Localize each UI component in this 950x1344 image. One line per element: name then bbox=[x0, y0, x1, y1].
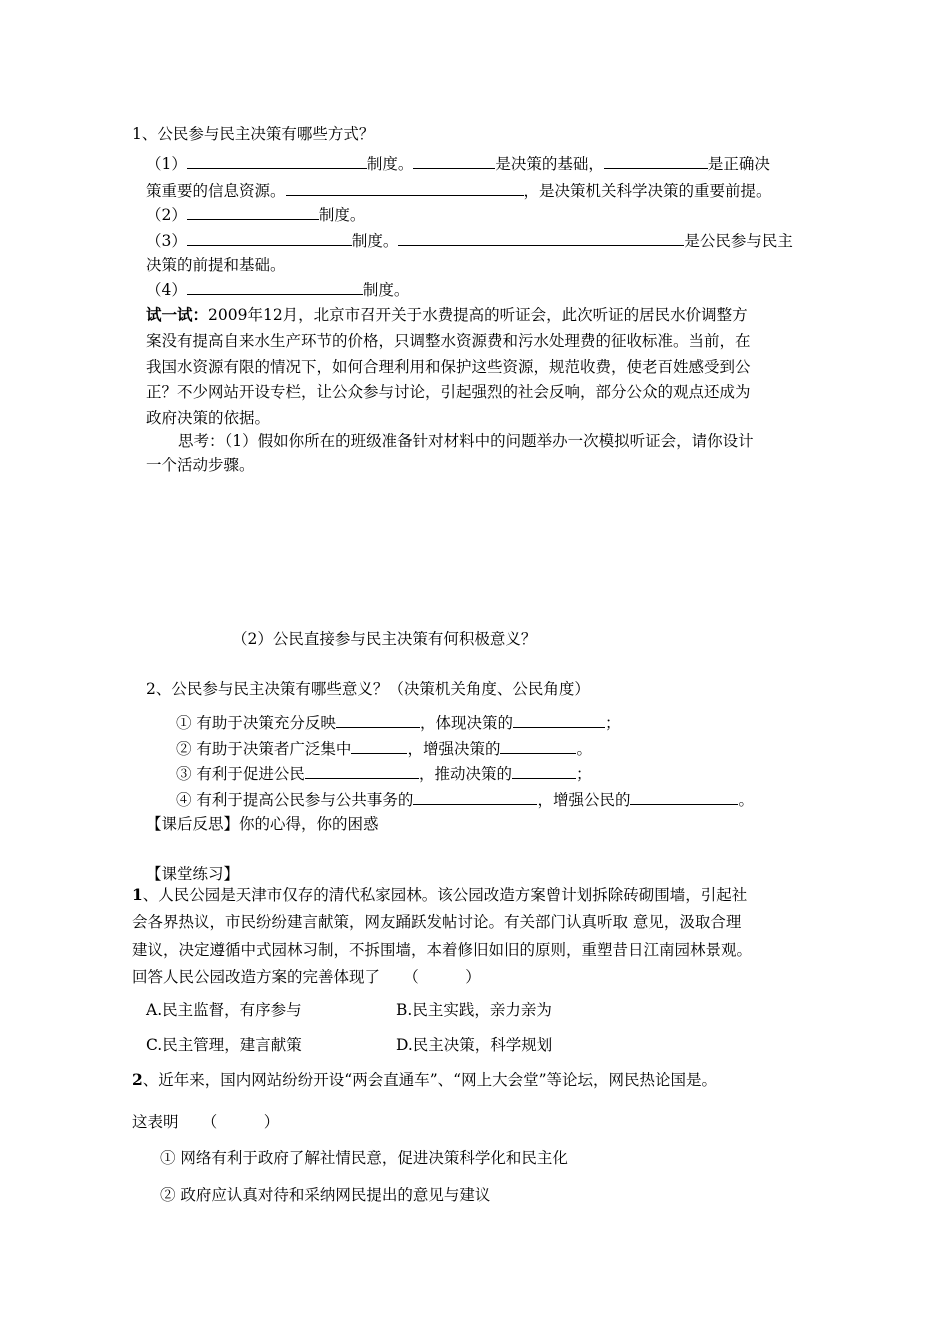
q2-i1-end: ； bbox=[604, 714, 621, 732]
statement-2: ② 政府应认真对待和采纳网民提出的意见与建议 bbox=[160, 1186, 491, 1204]
practice-q1-line-3: 建议，决定遵循中式园林习制，不拆围墙，本着修旧如旧的原则，重塑昔日江南园林景观。 bbox=[132, 941, 753, 959]
tryit-line-3: 我国水资源有限的情况下，如何合理利用和保护这些资源，规范收费，使老百姓感受到公 bbox=[146, 358, 751, 376]
q1-l1-text: 制度。 bbox=[366, 155, 414, 173]
practice-q2-line-2: 这表明 （ ） bbox=[132, 1113, 280, 1131]
think-line-3: （2）公民直接参与民主决策有何积极意义？ bbox=[232, 630, 537, 648]
q1-l4-prefix: （3） bbox=[146, 232, 187, 250]
q1-l1-prefix: （1） bbox=[146, 155, 187, 173]
q2-item-1 bbox=[176, 713, 620, 733]
tryit-label: 试一试： bbox=[146, 305, 209, 324]
q1-l1-text2: 是决策的基础， bbox=[495, 155, 604, 173]
q1-l4-text: 制度。 bbox=[351, 232, 399, 250]
blank[interactable] bbox=[413, 154, 495, 169]
q1-l2-text: 策重要的信息资源。 bbox=[146, 182, 286, 200]
q1-l4-text2: 是公民参与民主 bbox=[684, 232, 793, 250]
q1-line-1 bbox=[146, 154, 770, 174]
tryit-text: 2009年12月，北京市召开关于水费提高的听证会，此次听证的居民水价调整方 bbox=[208, 306, 748, 324]
practice-q1-line-2: 会各界热议，市民纷纷建言献策，网友踊跃发帖讨论。有关部门认真听取 意见，汲取合理 bbox=[132, 913, 742, 931]
question-1-title: 1、公民参与民主决策有哪些方式？ bbox=[132, 125, 375, 143]
q1-l3-text: 制度。 bbox=[318, 206, 366, 224]
blank[interactable] bbox=[305, 764, 419, 779]
blank[interactable] bbox=[187, 231, 352, 246]
q2-i4-text: ④ 有利于提高公民参与公共事务的 bbox=[176, 791, 414, 809]
q1-l6-text: 制度。 bbox=[362, 281, 410, 299]
blank[interactable] bbox=[398, 231, 684, 246]
q2-i2-end: 。 bbox=[576, 740, 592, 758]
practice-q1-line-4: 回答人民公园改造方案的完善体现了 （ ） bbox=[132, 968, 481, 986]
tryit-line-1 bbox=[146, 305, 748, 325]
q1-line-6 bbox=[146, 280, 409, 300]
q2-item-3 bbox=[176, 764, 591, 784]
blank[interactable] bbox=[630, 790, 738, 805]
practice-q1-line-1 bbox=[132, 885, 747, 905]
q1-l3-prefix: （2） bbox=[146, 206, 187, 224]
blank[interactable] bbox=[500, 739, 576, 754]
blank[interactable] bbox=[604, 154, 708, 169]
practice-q2-text: 、近年来，国内网站纷纷开设“两会直通车”、“网上大会堂”等论坛，网民热论国是。 bbox=[142, 1071, 717, 1089]
tryit-line-2: 案没有提高自来水生产环节的价格，只调整水资源费和污水处理费的征收标准。当前，在 bbox=[146, 332, 751, 350]
think-line-1: 思考：（1）假如你所在的班级准备针对材料中的问题举办一次模拟听证会，请你设计 bbox=[178, 432, 754, 450]
blank[interactable] bbox=[351, 739, 407, 754]
blank[interactable] bbox=[286, 181, 524, 196]
q2-item-4 bbox=[176, 790, 754, 810]
q2-item-2 bbox=[176, 739, 592, 759]
think-line-2: 一个活动步骤。 bbox=[146, 456, 255, 474]
q2-i4-text2: ，增强公民的 bbox=[537, 791, 631, 809]
q1-l2-text2: ，是决策机关科学决策的重要前提。 bbox=[523, 182, 772, 200]
q2-i1-text: ① 有助于决策充分反映 bbox=[176, 714, 336, 732]
q1-line-3 bbox=[146, 205, 365, 225]
blank[interactable] bbox=[187, 154, 367, 169]
question-2-title: 2、公民参与民主决策有哪些意义？（决策机关角度、公民角度） bbox=[146, 680, 590, 698]
q1-l1-text3: 是正确决 bbox=[707, 155, 770, 173]
option-a[interactable]: A.民主监督，有序参与 bbox=[146, 1001, 302, 1019]
blank[interactable] bbox=[187, 205, 319, 220]
practice-q1-text: 、人民公园是天津市仅存的清代私家园林。该公园改造方案曾计划拆除砖砌围墙，引起社 bbox=[142, 886, 748, 904]
tryit-line-4: 正？不少网站开设专栏，让公众参与讨论，引起强烈的社会反响，部分公众的观点还成为 bbox=[146, 383, 751, 401]
q2-i2-text2: ，增强决策的 bbox=[407, 740, 501, 758]
practice-header: 【课堂练习】 bbox=[146, 865, 240, 883]
blank[interactable] bbox=[187, 280, 363, 295]
q2-i3-text: ③ 有利于促进公民 bbox=[176, 765, 305, 783]
tryit-line-5: 政府决策的依据。 bbox=[146, 409, 271, 427]
reflection-line: 【课后反思】你的心得，你的困惑 bbox=[146, 815, 379, 833]
blank[interactable] bbox=[336, 713, 420, 728]
q2-i3-text2: ，推动决策的 bbox=[418, 765, 512, 783]
blank[interactable] bbox=[513, 713, 605, 728]
blank[interactable] bbox=[413, 790, 537, 805]
q1-line-5: 决策的前提和基础。 bbox=[146, 256, 286, 274]
option-b[interactable]: B.民主实践，亲力亲为 bbox=[396, 1001, 552, 1019]
q1-line-4 bbox=[146, 231, 793, 251]
blank[interactable] bbox=[512, 764, 576, 779]
statement-1: ① 网络有利于政府了解社情民意，促进决策科学化和民主化 bbox=[160, 1149, 568, 1167]
q2-i1-text2: ，体现决策的 bbox=[419, 714, 513, 732]
practice-q2-number: 2 bbox=[132, 1070, 143, 1089]
q1-l6-prefix: （4） bbox=[146, 281, 187, 299]
q2-i2-text: ② 有助于决策者广泛集中 bbox=[176, 740, 352, 758]
option-c[interactable]: C.民主管理，建言献策 bbox=[146, 1036, 302, 1054]
option-d[interactable]: D.民主决策，科学规划 bbox=[396, 1036, 553, 1054]
q2-i3-end: ； bbox=[575, 765, 592, 783]
q1-line-2 bbox=[146, 181, 772, 201]
practice-q2-line-1 bbox=[132, 1070, 717, 1090]
q2-i4-end: 。 bbox=[738, 791, 754, 809]
practice-q1-number: 1 bbox=[132, 885, 143, 904]
